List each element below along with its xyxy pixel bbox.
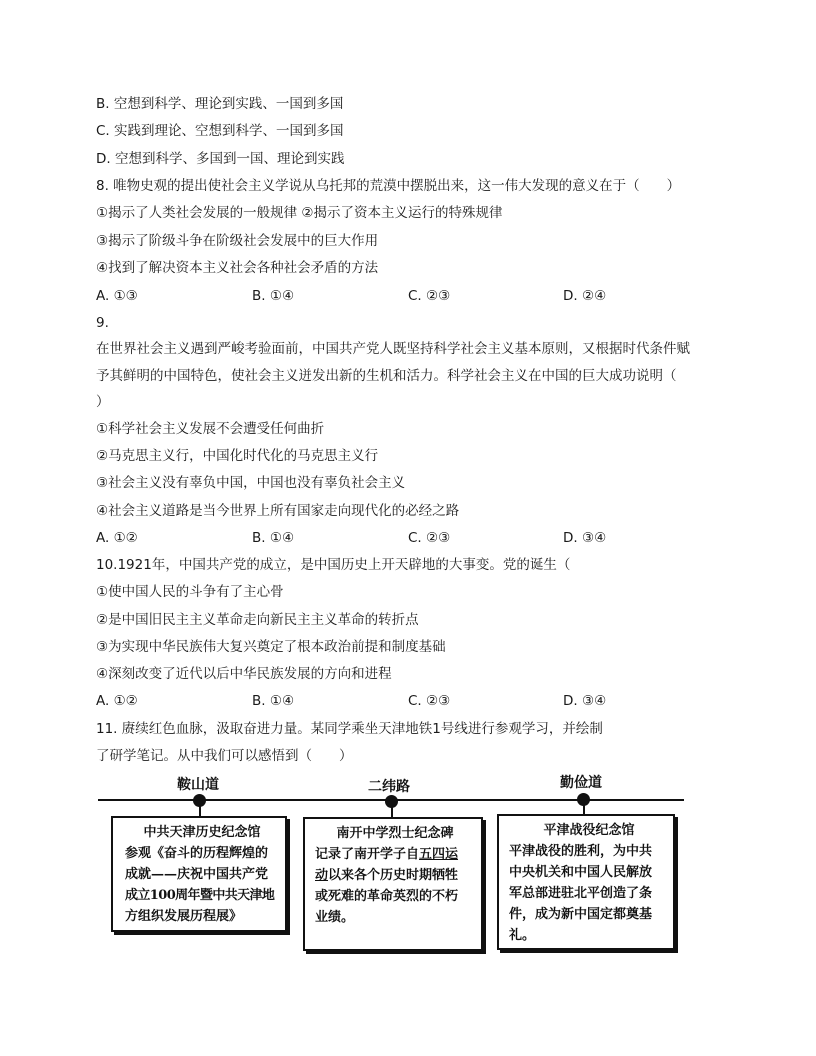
q10-item-3: ③为实现中华民族伟大复兴奠定了根本政治前提和制度基础 xyxy=(96,639,446,655)
q7-option-c: C. 实践到理论、空想到科学、一国到多国 xyxy=(96,123,344,139)
card-line: 方组织发展历程展》 xyxy=(125,909,243,924)
card-title-erweilu: 南开中学烈士纪念碑 xyxy=(336,826,454,841)
card-line: 业绩。 xyxy=(315,910,355,925)
q8-item-2: ③揭示了阶级斗争在阶级社会发展中的巨大作用 xyxy=(96,233,379,249)
card-erweilu xyxy=(303,817,483,951)
q11-stem-line-2: 了研学笔记。从中我们可以感悟到（ ） xyxy=(96,748,353,764)
q8-stem: 8. 唯物史观的提出使社会主义学说从乌托邦的荒漠中摆脱出来，这一伟大发现的意义在于（ ） xyxy=(96,178,681,194)
station-connector-qinjiandao xyxy=(583,805,585,814)
q9-choice-a: A. ①② xyxy=(96,530,138,546)
q10-item-2: ②是中国旧民主主义革命走向新民主主义革命的转折点 xyxy=(96,612,419,628)
q9-choice-b: B. ①④ xyxy=(252,530,295,546)
q10-choice-d: D. ③④ xyxy=(563,693,607,709)
q11-stem-line-1: 11. 赓续红色血脉，汲取奋进力量。某同学乘坐天津地铁1号线进行参观学习，并绘制 xyxy=(96,721,603,737)
card-line: 军总部进驻北平创造了条 xyxy=(509,886,653,901)
q9-stem-line-1: 在世界社会主义遇到严峻考验面前，中国共产党人既坚持科学社会主义基本原则，又根据时代条件赋 xyxy=(96,341,690,357)
station-connector-anshandao xyxy=(199,806,201,816)
q7-option-b: B. 空想到科学、理论到实践、一国到多国 xyxy=(96,96,344,112)
card-anshandao xyxy=(111,816,287,932)
q9-item-3: ③社会主义没有辜负中国，中国也没有辜负社会主义 xyxy=(96,475,406,491)
q9-number: 9. xyxy=(96,315,109,331)
q8-choice-b: B. ①④ xyxy=(252,288,295,304)
q7-option-d: D. 空想到科学、多国到一国、理论到实践 xyxy=(96,151,345,167)
card-line xyxy=(315,865,475,886)
q9-choice-d: D. ③④ xyxy=(563,530,607,546)
card-text: 记录了南开学子自 xyxy=(315,847,420,862)
q8-item-1: ①揭示了人类社会发展的一般规律 ②揭示了资本主义运行的特殊规律 xyxy=(96,205,503,221)
station-name-erweilu: 二纬路 xyxy=(368,779,410,795)
card-line: 礼。 xyxy=(509,928,536,943)
q9-stem-line-2: 予其鲜明的中国特色，使社会主义迸发出新的生机和活力。科学社会主义在中国的巨大成功说明（ xyxy=(96,368,677,384)
station-connector-erweilu xyxy=(391,807,393,817)
q9-item-4: ④社会主义道路是当今世界上所有国家走向现代化的必经之路 xyxy=(96,503,460,519)
card-qinjiandao xyxy=(497,814,675,950)
card-title-anshandao: 中共天津历史纪念馆 xyxy=(143,825,261,840)
card-line: 件，成为新中国定都奠基 xyxy=(509,907,653,922)
card-line: 成就——庆祝中国共产党 xyxy=(125,867,269,882)
card-text: 以来各个历史时期牺牲 xyxy=(328,868,459,883)
card-title-qinjiandao: 平津战役纪念馆 xyxy=(543,823,635,838)
q9-choice-c: C. ②③ xyxy=(408,530,451,546)
card-text-underlined: 动 xyxy=(315,868,329,883)
q9-item-2: ②马克思主义行，中国化时代化的马克思主义行 xyxy=(96,448,379,464)
q10-item-1: ①使中国人民的斗争有了主心骨 xyxy=(96,584,284,600)
q9-stem-line-3: ） xyxy=(96,394,110,410)
q8-item-3: ④找到了解决资本主义社会各种社会矛盾的方法 xyxy=(96,260,379,276)
card-line: 中央机关和中国人民解放 xyxy=(509,865,653,880)
station-name-anshandao: 鞍山道 xyxy=(177,777,219,793)
q8-choice-c: C. ②③ xyxy=(408,288,451,304)
q10-choice-b: B. ①④ xyxy=(252,693,295,709)
station-name-qinjiandao: 勤俭道 xyxy=(560,775,602,791)
card-line: 或死难的革命英烈的不朽 xyxy=(315,889,459,904)
card-line xyxy=(315,844,475,865)
card-line: 参观《奋斗的历程辉煌的 xyxy=(125,846,269,861)
q9-item-1: ①科学社会主义发展不会遭受任何曲折 xyxy=(96,421,325,437)
q10-choice-a: A. ①② xyxy=(96,693,138,709)
q10-choice-c: C. ②③ xyxy=(408,693,451,709)
q10-item-4: ④深刻改变了近代以后中华民族发展的方向和进程 xyxy=(96,666,392,682)
card-line: 平津战役的胜利，为中共 xyxy=(509,844,653,859)
q8-choice-a: A. ①③ xyxy=(96,288,138,304)
card-text-underlined: 五四运 xyxy=(419,847,459,862)
card-line: 成立100周年暨中共天津地 xyxy=(125,888,275,903)
q8-choice-d: D. ②④ xyxy=(563,288,607,304)
q10-stem: 10.1921年，中国共产党的成立，是中国历史上开天辟地的大事变。党的诞生（ xyxy=(96,557,571,573)
